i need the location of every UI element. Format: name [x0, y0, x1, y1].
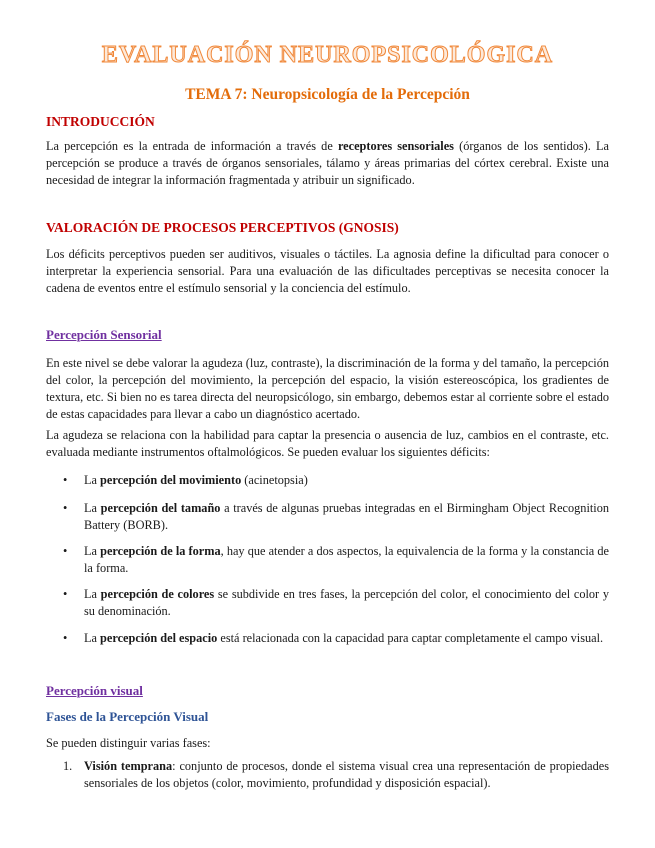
sensorial-heading: Percepción Sensorial	[46, 327, 162, 342]
bullet-post: , hay que atender a dos aspectos, la equivalencia de la forma y la constancia de la forma.	[84, 544, 609, 575]
bullet-bold: percepción de la forma	[100, 544, 221, 558]
list-item	[63, 630, 609, 647]
gnosis-paragraph: Los déficits perceptivos pueden ser auditivos, visuales o táctiles. La agnosia define la dificultad para conocer o interpretar la experiencia sensorial. Para una evaluación de las dificultades perceptivas se necesita conocer la cadena de eventos entre el estímulo sensorial y la conciencia del estímulo.	[46, 247, 609, 295]
bullet-bold: percepción del movimiento	[100, 473, 242, 487]
document-title: EVALUACIÓN NEUROPSICOLÓGICA	[101, 42, 554, 68]
sensorial-paragraph-1: En este nivel se debe valorar la agudeza (luz, contraste), la discriminación de la forma y del tamaño, la percepción del color, la percepción del movimiento, la percepción del espacio, la visión estereoscópica, los gradientes de textura, etc. Si bien no es tarea directa del neuropsicólogo, sin embargo, debemos estar al corriente sobre el estado de estas capacidades para llevar a cabo un diagnóstico acertado.	[46, 356, 609, 421]
bullet-post: está relacionada con la capacidad para captar completamente el campo visual.	[217, 631, 604, 645]
visual-intro: Se pueden distinguir varias fases:	[46, 736, 211, 750]
intro-text-bold: receptores sensoriales	[337, 139, 454, 153]
visual-subheading: Fases de la Percepción Visual	[46, 709, 209, 724]
bullet-icon: •	[63, 587, 68, 601]
document-subtitle: TEMA 7: Neuropsicología de la Percepción	[185, 86, 470, 103]
bullet-icon: •	[63, 473, 68, 487]
list-item	[63, 472, 609, 489]
bullet-bold: percepción del espacio	[100, 631, 218, 645]
bullet-icon: •	[63, 631, 68, 645]
bullet-icon: •	[63, 501, 68, 515]
item-number: 1.	[63, 759, 73, 773]
bullet-bold: percepción de colores	[100, 587, 215, 601]
list-item	[63, 758, 609, 792]
visual-heading: Percepción visual	[46, 683, 143, 698]
gnosis-heading: VALORACIÓN DE PROCESOS PERCEPTIVOS (GNOSIS)	[46, 220, 399, 235]
list-item	[63, 500, 609, 534]
bullet-pre: La	[84, 544, 101, 558]
bullet-pre: La	[84, 473, 101, 487]
bullet-post: a través de algunas pruebas integradas en el Birmingham Object Recognition Battery (BORB).	[84, 501, 609, 532]
intro-text-before: La percepción es la entrada de información a través de	[46, 139, 338, 153]
intro-heading: INTRODUCCIÓN	[46, 114, 155, 129]
bullet-pre: La	[84, 501, 101, 515]
list-item	[63, 586, 609, 620]
intro-text-after: (órganos de los sentidos). La percepción se produce a través de órganos sensoriales, tálamo y áreas primarias del córtex cerebral. Existe una necesidad de integrar la información fragmentada y atribuir un significado.	[46, 139, 609, 187]
bullet-bold: percepción del tamaño	[100, 501, 221, 515]
item-post: : conjunto de procesos, donde el sistema visual crea una representación de propiedades sensoriales de los objetos (color, movimiento, profundidad y disposición espacial).	[84, 759, 609, 790]
intro-paragraph	[46, 138, 609, 189]
list-item	[63, 543, 609, 577]
bullet-pre: La	[84, 587, 101, 601]
bullet-post: se subdivide en tres fases, la percepción del color, el conocimiento del color y su denominación.	[84, 587, 609, 618]
item-bold: Visión temprana	[84, 759, 173, 773]
bullet-pre: La	[84, 631, 101, 645]
bullet-post: (acinetopsia)	[241, 473, 308, 487]
sensorial-paragraph-2: La agudeza se relaciona con la habilidad para captar la presencia o ausencia de luz, cambios en el contraste, etc. evaluada mediante instrumentos oftalmológicos. Se pueden evaluar los siguientes déficits:	[46, 428, 609, 459]
bullet-icon: •	[63, 544, 68, 558]
